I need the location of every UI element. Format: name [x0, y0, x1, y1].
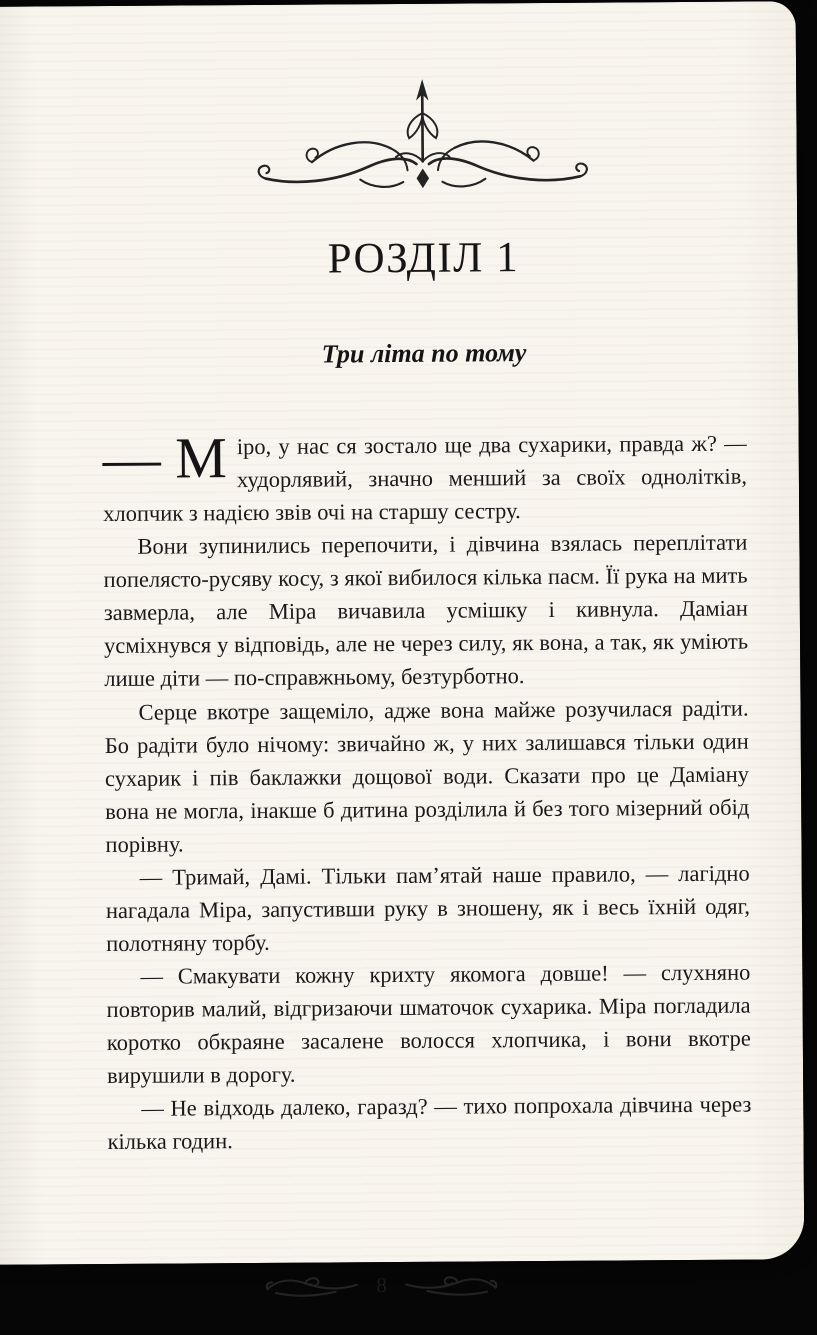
footer-swash-right-icon [403, 1272, 499, 1298]
book-page [0, 1, 804, 1298]
paragraph-2: Вони зупинились перепочити, і дівчина взялась переплітати попелясто-русяву косу, з якої вибилося кілька пасм. Її рука на мить завмерла, але Міра вичавила усмішку і кивнула. Даміан усміхнувся у відповідь, але не через силу, як вона, а так, як уміють лише діти — по-справжньому, безтурботно. [103, 529, 749, 692]
paragraph-1: — М іро, у нас ся зостало ще два сухарики, правда ж? — худорлявий, значно менший за своїх однолітків, хлопчик з надією звів очі на старшу сестру. [102, 425, 748, 527]
chapter-flourish-ornament [252, 73, 593, 209]
chapter-title: РОЗДІЛ 1 [327, 234, 520, 283]
page-number: 8 [376, 1273, 387, 1298]
footer-swash-left-icon [264, 1273, 360, 1299]
dropcap-initial: — М [102, 425, 228, 492]
page-footer [0, 1270, 765, 1300]
chapter-subtitle: Три літа по тому [321, 338, 527, 369]
paragraph-6: — Не відходь далеко, гаразд? — тихо попрохала дівчина через кілька годин. [107, 1091, 752, 1155]
paragraph-4: — Тримай, Дамі. Тільки пам’ятай наше правило, — лагідно нагадала Міра, запустивши руку в зношену, як і весь їхній одяг, полотняну торбу. [105, 860, 751, 956]
page-content [0, 71, 805, 1335]
body-text [103, 427, 752, 1159]
paragraph-5: — Смакувати кожну крихту якомога довше! — слухняно повторив малий, відгризаючи шматочок сухарика. Міра погладила коротко обкраяне засалене волосся хлопчика, і вони вкотре вирушили в дорогу. [106, 959, 751, 1089]
floral-flourish-icon [252, 73, 593, 209]
paragraph-3: Серце вкотре защеміло, адже вона майже розучилася радіти. Бо радіти було нічому: звичайно ж, у них залишався тільки один сухарик і пів баклажки дощової води. Сказати про це Даміану вона не могла, інакше б дитина розділила й без того мізерний обід порівну. [104, 695, 750, 857]
